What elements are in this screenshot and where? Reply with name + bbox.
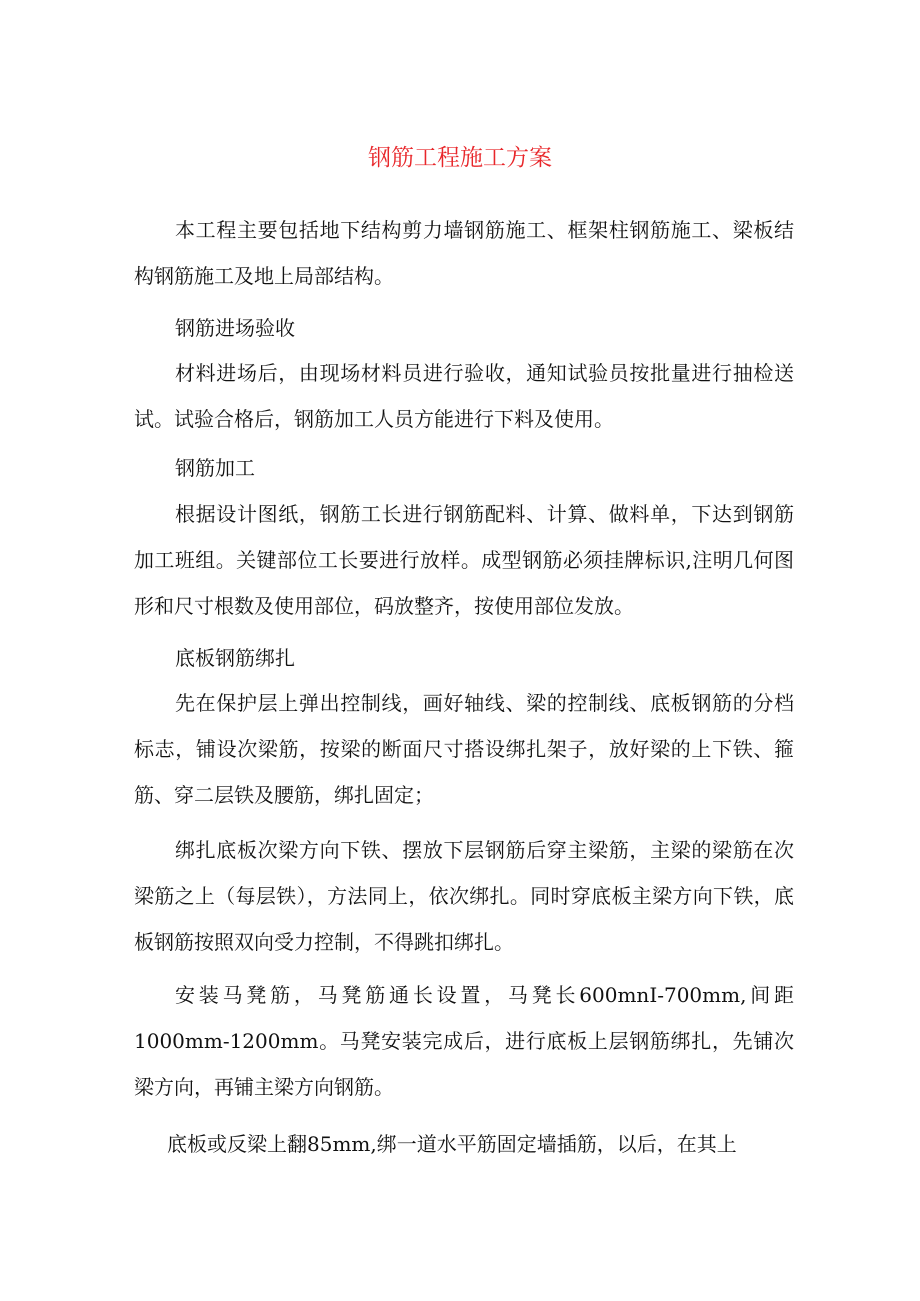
section-heading-base-slab: 底板钢筋绑扎: [175, 646, 295, 670]
base-slab-paragraph-2: 绑扎底板次梁方向下铁、摆放下层钢筋后穿主梁筋，主梁的梁筋在次梁筋之上（每层铁），方法同上，依次绑扎。同时穿底板主梁方向下铁，底板钢筋按照双向受力控制，不得跳扣绑扎。: [134, 838, 794, 954]
base-slab-paragraph-1: 先在保护层上弹出控制线，画好轴线、梁的控制线、底板钢筋的分档标志，铺设次梁筋，按梁的断面尺寸搭设绑扎架子，放好梁的上下铁、箍筋、穿二层铁及腰筋，绑扎固定；: [134, 691, 794, 807]
intro-paragraph: 本工程主要包括地下结构剪力墙钢筋施工、框架柱钢筋施工、梁板结构钢筋施工及地上局部结构。: [134, 218, 794, 288]
section-heading-acceptance: 钢筋进场验收: [175, 316, 295, 340]
base-slab-paragraph-3: 安装马凳筋，马凳筋通长设置，马凳长600mnI-700mm,间距1000mm-1200mm。马凳安装完成后，进行底板上层钢筋绑扎，先铺次梁方向，再铺主梁方向钢筋。: [134, 983, 794, 1099]
acceptance-paragraph: 材料进场后，由现场材料员进行验收，通知试验员按批量进行抽检送试。试验合格后，钢筋加工人员方能进行下料及使用。: [134, 361, 794, 431]
section-heading-processing: 钢筋加工: [175, 456, 255, 480]
base-slab-paragraph-4: 底板或反梁上翻85mm,绑一道水平筋固定墙插筋，以后，在其上: [167, 1132, 737, 1156]
document-title: 钢筋工程施工方案: [368, 145, 552, 171]
processing-paragraph: 根据设计图纸，钢筋工长进行钢筋配料、计算、做料单，下达到钢筋加工班组。关键部位工长要进行放样。成型钢筋必须挂牌标识,注明几何图形和尺寸根数及使用部位，码放整齐，按使用部位发放。: [134, 502, 794, 618]
